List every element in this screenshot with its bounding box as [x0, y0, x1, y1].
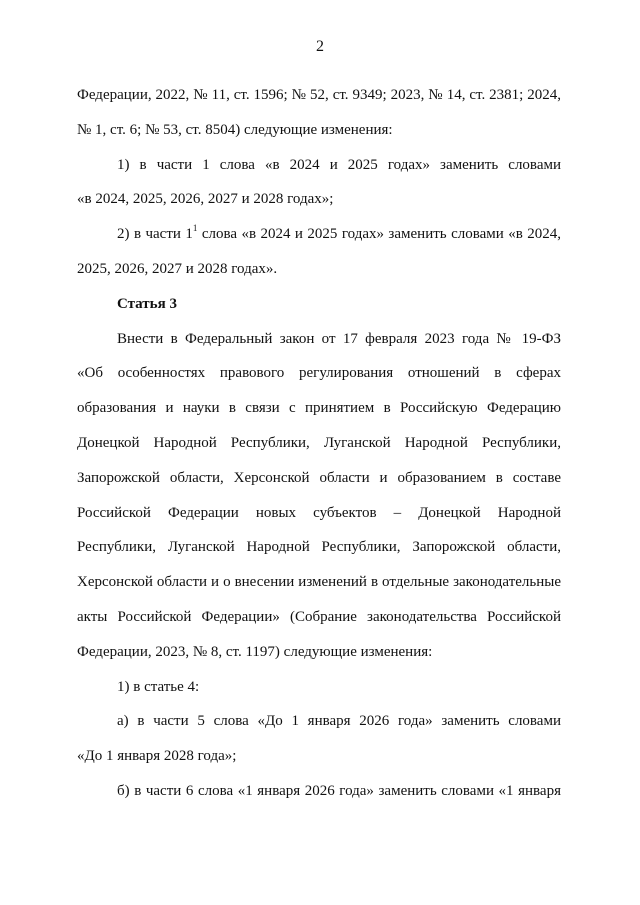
text-line: Федерации, 2023, № 8, ст. 1197) следующие изменения:: [77, 643, 433, 660]
text-line: а) в части 5 слова «До 1 января 2026 года» заменить словами: [117, 713, 561, 730]
amendment-item-2: [77, 217, 561, 287]
text-line: № 1, ст. 6; № 53, ст. 8504) следующие изменения:: [77, 121, 393, 138]
text-line: Внести в Федеральный закон от 17 февраля 2023 года № 19-ФЗ: [117, 330, 561, 347]
text-line: Республики, Луганской Народной Республики, Запорожской области,: [77, 539, 561, 556]
text-line: Херсонской области и о внесении изменений в отдельные законодательные: [77, 574, 561, 591]
article-heading: Статья 3: [117, 295, 177, 312]
text-line: Донецкой Народной Республики, Луганской Народной Республики,: [77, 434, 561, 451]
text-line: Запорожской области, Херсонской области и образованием в составе: [77, 469, 561, 486]
text-line: 1) в части 1 слова «в 2024 и 2025 годах» заменить словами: [117, 156, 561, 173]
amendment-item-1: [77, 148, 561, 218]
text-fragment: слова «в 2024 и 2025 годах» заменить словами «в 2024,: [197, 226, 561, 243]
text-line: «Об особенностях правового регулирования отношений в сферах: [77, 365, 561, 382]
superscript: 1: [192, 223, 198, 234]
text-line: 2025, 2026, 2027 и 2028 годах».: [77, 260, 278, 277]
text-line: Российской Федерации новых субъектов – Донецкой Народной: [77, 504, 561, 521]
document-body: [77, 78, 561, 809]
text-fragment: 2) в части 1: [117, 226, 193, 243]
text-line: Федерации, 2022, № 11, ст. 1596; № 52, ст. 9349; 2023, № 14, ст. 2381; 2024,: [77, 87, 561, 103]
page-number: 2: [316, 38, 324, 55]
article-item-1: [77, 670, 561, 705]
text-line: [77, 217, 561, 252]
text-line: образования и науки в связи с принятием в Российскую Федерацию: [77, 400, 561, 417]
text-line: акты Российской Федерации» (Собрание законодательства Российской: [77, 608, 561, 625]
paragraph-continuation: [77, 78, 561, 148]
article-item-b: [77, 774, 561, 809]
text-line: «в 2024, 2025, 2026, 2027 и 2028 годах»;: [77, 191, 334, 208]
text-line: «До 1 января 2028 года»;: [77, 748, 237, 765]
text-line: б) в части 6 слова «1 января 2026 года» заменить словами «1 января: [117, 782, 561, 799]
text-line: 1) в статье 4:: [117, 678, 200, 695]
article-intro: [77, 322, 561, 670]
article-item-a: [77, 704, 561, 774]
